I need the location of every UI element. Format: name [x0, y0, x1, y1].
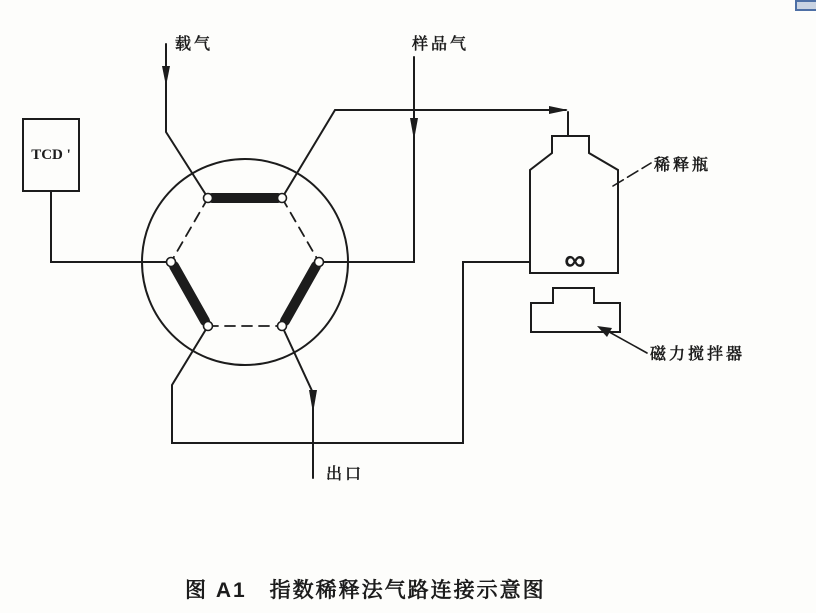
tcd-detector-box [22, 118, 80, 192]
bottle-return-pipe [172, 262, 530, 443]
flow-arrowheads [162, 66, 612, 413]
dilution-bottle-label: 稀释瓶 [654, 157, 712, 174]
magnetic-stirrer-label: 磁力搅拌器 [650, 346, 746, 363]
sample-gas-pipe [319, 57, 414, 262]
outlet-pipe [282, 326, 313, 478]
carrier-gas-pipe [166, 44, 208, 198]
outlet-label: 出口 [326, 466, 365, 483]
tcd-label: TCD ' [31, 146, 71, 163]
sample-gas-label: 样品气 [412, 36, 470, 53]
tcd-pipe [51, 192, 171, 262]
carrier-gas-label: 载气 [175, 36, 214, 53]
magnetic-stirrer-outline [531, 288, 620, 332]
scan-corner-artifact [795, 0, 816, 11]
figure-caption: 图 A1 指数稀释法气路连接示意图 [185, 579, 546, 602]
valve-to-bottle-pipe [282, 110, 566, 198]
stir-bar-icon: ∞ [564, 244, 586, 277]
valve-ports [167, 194, 324, 331]
valve-rotor-channels [174, 198, 316, 321]
